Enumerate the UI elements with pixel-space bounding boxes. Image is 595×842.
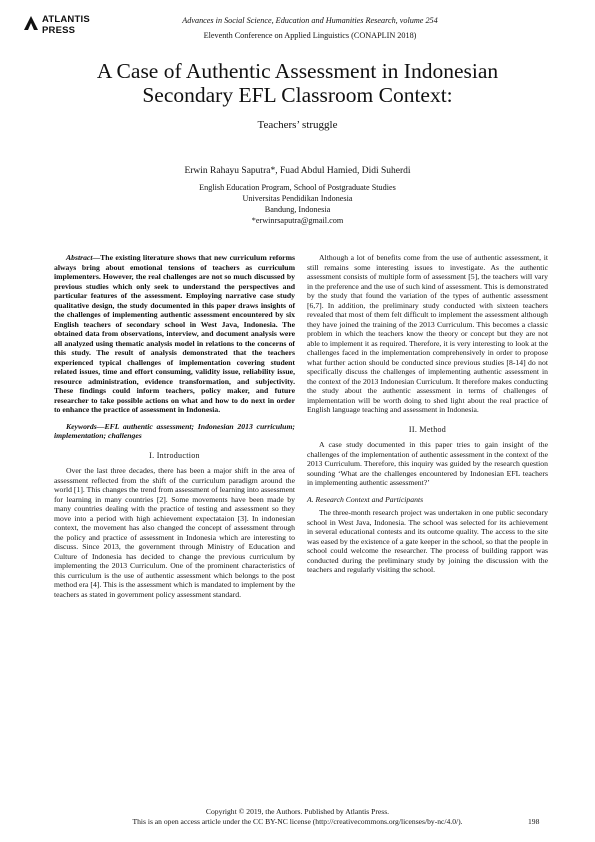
affiliation-line-2: Universitas Pendidikan Indonesia — [242, 194, 353, 203]
research-context-paragraph: The three-month research project was undertaken in one public secondary school in West Java, Indonesia. The school was selected for its achievement in several educational contests and its outcome quality. The access to the site was eased by the existence of a gate keeper in the school, so that the people in school could welcome the researcher. The process of building rapport was conducted during the preliminary study by joining the discussion with the teachers and regularly visiting the school. — [307, 508, 548, 574]
section-heading-introduction: I. Introduction — [149, 450, 200, 460]
introduction-paragraph: Over the last three decades, there has been a major shift in the area of assessment reflected from the shift of the curriculum paradigm around the world [1]. This changes the trend from assessment of learning into assessment for learning in many countries [2]. Some movements have been made by many countries dealing with the practice of testing and assessment so they move into a period with high achievement expectataion [3]. In indonesian context, the movement has also changed the concept of assessment through the policy and practice of assessment in Indonesia which are interesting to discuss. Since 2013, the government through Ministry of Education and Culture of Indonesia has decided to change the previous curriculum by implementing the 2013 Curriculum. One of the prominent characteristics of this curriculum is the use of authentic assessment which belongs to the post method era [4]. This is the assessment which is mandated to implement by the teachers as stated in government policy assessment standard. — [54, 466, 295, 599]
title-line-2: Secondary EFL Classroom Context: — [142, 83, 453, 107]
subsection-heading: A. Research Context and Participants — [307, 494, 424, 504]
journal-name: Advances in Social Science, Education and Humanities Research, volume 254 — [182, 16, 438, 25]
left-column — [54, 253, 295, 606]
right-column — [307, 253, 548, 582]
affiliation-line-3: Bandung, Indonesia — [264, 205, 331, 214]
affiliation-line-1: English Education Program, School of Postgraduate Studies — [199, 183, 396, 192]
paper-subtitle: Teachers’ struggle — [257, 119, 338, 131]
logo-text-line1: ATLANTIS — [42, 14, 90, 25]
conference-name: Eleventh Conference on Applied Linguistics (CONAPLIN 2018) — [203, 31, 417, 40]
abstract-text: The existing literature shows that new curriculum reforms always bring about emotional tensions of teachers as curriculum implementers. However, the real challenges are not so much discussed by previous studies which only seek to understand the perspectives and particular features of the assessment. Employing narrative case study qualitative design, the study documented in this paper draws insights of the challenges of implementing authentic assessment encountered by six English teachers of secondary school in West Java, Indonesia. The obtained data from observations, interview, and document analysis were all analyzed using thematic analysis model in relations to the concerns of this study. The result of analysis demonstrated that the teachers experienced typical challenges of implementation covering student related issues, time and effort consuming, validity issue, reliability issue, resource administration, evidence transformation, and subjectivity. These findings could inform teachers, policy maker, and future researcher to take possible actions on what and how to do next in order to enhance the practice of assessment in Indonesia. — [54, 253, 295, 414]
license-notice: This is an open access article under the CC BY-NC license (http://creativecommons.org/licenses/by-nc/4.0/). — [132, 817, 463, 826]
introduction-paragraph-2: Although a lot of benefits come from the use of authentic assessment, it still remains some interesting issues to investigate. As the authentic assessment consists of multiple form of assessment [5], the teachers will vary in the preference and the use of such kind of assessment. This is demonstrated by the study that found the variation of the types of authentic assessment [6,7]. In addition, the preliminary study conducted with sixteen teachers revealed that most of them felt difficult to implement the assessment although they have joined the training of the 2013 Curriculum. This becomes a classic problem in which the teachers know the theory or concept but they are not able to implement it as required. Therefore, it is very interesting to look at the challenges faced in the implementation comprehensively in order to propose what further action should be conducted since previous studies [8-14] do not specifically discuss the challenges of implementing authentic assessment in the context of the 2013 Indonesian Curriculum. It therefore makes conducting the study about the authentic assessment in terms of challenges of implementation will be worth doing to shed light about the real practice of English language teaching and assessment in Indonesia. — [307, 253, 548, 414]
atlantis-logo-icon — [22, 14, 40, 32]
authors: Erwin Rahayu Saputra*, Fuad Abdul Hamied, Didi Suherdi — [184, 166, 411, 176]
abstract-label: Abstract— — [66, 253, 101, 262]
publisher-logo — [22, 13, 92, 39]
copyright-notice: Copyright © 2019, the Authors. Published by Atlantis Press. — [205, 807, 390, 816]
author-email: *erwinrsaputra@gmail.com — [251, 216, 344, 225]
keywords: Keywords—EFL authentic assessment; Indonesian 2013 curriculum; implementation; challenges — [54, 421, 295, 440]
method-paragraph: A case study documented in this paper tries to gain insight of the challenges of the implementation of authentic assessment in the context of the 2013 Curriculum. Therefore, this inquiry was guided by the research question sounding ‘What are the challenges encountered by Indonesian EFL teachers in implementing authentic assessment?’ — [307, 440, 548, 487]
logo-text-line2: PRESS — [42, 25, 76, 36]
section-heading-method: II. Method — [408, 424, 447, 434]
abstract — [54, 253, 295, 415]
affiliation — [40, 182, 555, 226]
paper-title — [40, 59, 555, 107]
page-number: 198 — [528, 817, 540, 826]
page-footer — [40, 807, 555, 827]
title-line-1: A Case of Authentic Assessment in Indonesian — [96, 59, 499, 83]
